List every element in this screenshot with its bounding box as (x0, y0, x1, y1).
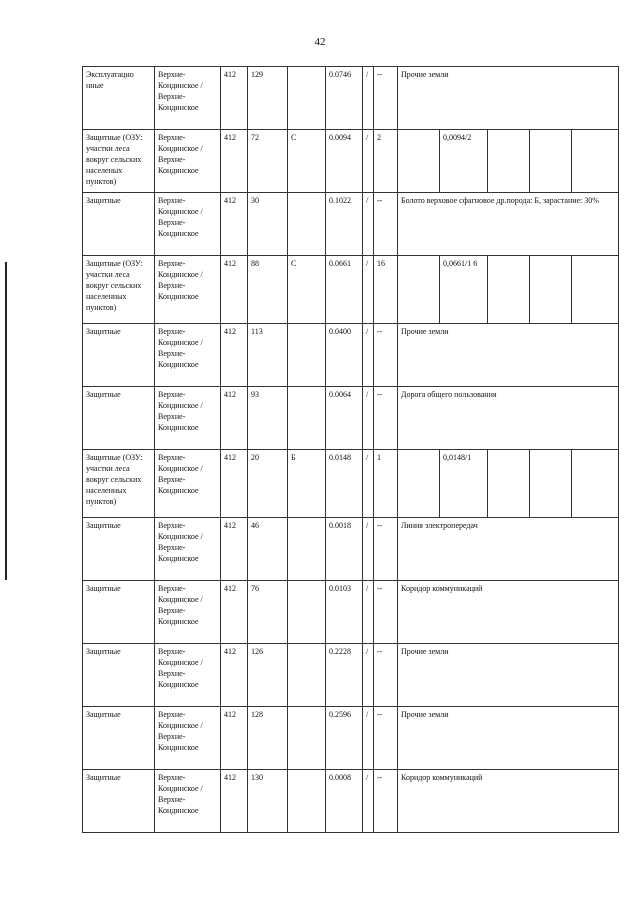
extra-cell (572, 130, 619, 193)
table-row (83, 450, 619, 518)
plot-cell: 72 (248, 130, 288, 193)
forestry-cell: Верхне-Кондинское / Верхне-Кондинское (155, 581, 221, 644)
protection-category-cell: Защитные (83, 707, 155, 770)
plot-cell: 130 (248, 770, 288, 833)
part-number-cell: 1 (374, 450, 398, 518)
separator-cell: / (363, 450, 374, 518)
area-cell: 0.0018 (326, 518, 363, 581)
quarter-cell: 412 (221, 770, 248, 833)
forestry-cell: Верхне-Кондинское / Верхне-Кондинское (155, 256, 221, 324)
protection-category-cell: Защитные (83, 324, 155, 387)
forestry-cell: Верхне-Кондинское / Верхне-Кондинское (155, 644, 221, 707)
area-part-cell: 0,0148/1 (440, 450, 488, 518)
protection-category-cell: Защитные (83, 770, 155, 833)
land-type-note-cell: Дорога общего пользования (398, 387, 619, 450)
table-row (83, 324, 619, 387)
land-type-note-cell: Коридор коммуникаций (398, 770, 619, 833)
extra-cell (530, 130, 572, 193)
subplot-cell (288, 707, 326, 770)
protection-category-cell: Защитные (83, 518, 155, 581)
separator-cell: / (363, 67, 374, 130)
extra-cell (488, 450, 530, 518)
part-number-cell: -- (374, 644, 398, 707)
separator-cell: / (363, 130, 374, 193)
table-row (83, 770, 619, 833)
forestry-cell: Верхне-Кондинское / Верхне-Кондинское (155, 450, 221, 518)
subplot-cell (288, 324, 326, 387)
plot-cell: 126 (248, 644, 288, 707)
separator-cell: / (363, 644, 374, 707)
area-cell: 0.0148 (326, 450, 363, 518)
forestry-cell: Верхне-Кондинское / Верхне-Кондинское (155, 67, 221, 130)
area-cell: 0.0094 (326, 130, 363, 193)
area-part-cell: 0,0094/2 (440, 130, 488, 193)
subplot-cell: С (288, 256, 326, 324)
area-cell: 0.1022 (326, 193, 363, 256)
land-type-note-cell: Линия электропередач (398, 518, 619, 581)
area-cell: 0.2228 (326, 644, 363, 707)
separator-cell: / (363, 707, 374, 770)
plot-cell: 129 (248, 67, 288, 130)
plot-cell: 113 (248, 324, 288, 387)
protection-category-cell: Защитные (83, 193, 155, 256)
protection-category-cell: Защитные (83, 387, 155, 450)
land-type-note-cell: Болото верховое сфагновое др.порода: Б, зарастание: 30% (398, 193, 619, 256)
forestry-cell: Верхне-Кондинское / Верхне-Кондинское (155, 130, 221, 193)
subplot-cell (288, 644, 326, 707)
extra-cell (398, 450, 440, 518)
land-type-note-cell: Прочие земли (398, 707, 619, 770)
subplot-cell (288, 581, 326, 644)
area-cell: 0.0661 (326, 256, 363, 324)
part-number-cell: -- (374, 387, 398, 450)
protection-category-cell: Защитные (83, 644, 155, 707)
table-row (83, 644, 619, 707)
plot-cell: 93 (248, 387, 288, 450)
part-number-cell: -- (374, 193, 398, 256)
separator-cell: / (363, 770, 374, 833)
extra-cell (398, 130, 440, 193)
area-cell: 0.0746 (326, 67, 363, 130)
part-number-cell: -- (374, 707, 398, 770)
extra-cell (530, 450, 572, 518)
quarter-cell: 412 (221, 67, 248, 130)
area-cell: 0.0008 (326, 770, 363, 833)
extra-cell (530, 256, 572, 324)
subplot-cell (288, 518, 326, 581)
area-cell: 0.0064 (326, 387, 363, 450)
quarter-cell: 412 (221, 644, 248, 707)
part-number-cell: -- (374, 67, 398, 130)
quarter-cell: 412 (221, 130, 248, 193)
protection-category-cell: Защитные (ОЗУ: участки леса вокруг сельских населеных пунктов) (83, 130, 155, 193)
subplot-cell: С (288, 130, 326, 193)
plot-cell: 128 (248, 707, 288, 770)
table-row (83, 581, 619, 644)
protection-category-cell: Защитные (ОЗУ: участки леса вокруг сельских населенных пунктов) (83, 256, 155, 324)
land-plots-table (82, 66, 619, 833)
subplot-cell (288, 387, 326, 450)
table-row (83, 193, 619, 256)
table-row (83, 256, 619, 324)
part-number-cell: 2 (374, 130, 398, 193)
separator-cell: / (363, 193, 374, 256)
protection-category-cell: Эксплуатацио нные (83, 67, 155, 130)
forestry-cell: Верхне-Кондинское / Верхне-Кондинское (155, 324, 221, 387)
extra-cell (488, 130, 530, 193)
separator-cell: / (363, 518, 374, 581)
part-number-cell: -- (374, 518, 398, 581)
extra-cell (488, 256, 530, 324)
forestry-cell: Верхне-Кондинское / Верхне-Кондинское (155, 518, 221, 581)
area-part-cell: 0,0661/1 6 (440, 256, 488, 324)
plot-cell: 46 (248, 518, 288, 581)
protection-category-cell: Защитные (ОЗУ: участки леса вокруг сельских населенных пунктов) (83, 450, 155, 518)
subplot-cell (288, 770, 326, 833)
part-number-cell: -- (374, 324, 398, 387)
table-row (83, 707, 619, 770)
subplot-cell (288, 193, 326, 256)
quarter-cell: 412 (221, 193, 248, 256)
quarter-cell: 412 (221, 256, 248, 324)
quarter-cell: 412 (221, 324, 248, 387)
forestry-cell: Верхне-Кондинское / Верхне-Кондинское (155, 387, 221, 450)
separator-cell: / (363, 256, 374, 324)
plot-cell: 20 (248, 450, 288, 518)
part-number-cell: -- (374, 770, 398, 833)
land-type-note-cell: Прочие земли (398, 67, 619, 130)
quarter-cell: 412 (221, 581, 248, 644)
table-row (83, 67, 619, 130)
extra-cell (398, 256, 440, 324)
part-number-cell: -- (374, 581, 398, 644)
separator-cell: / (363, 324, 374, 387)
plot-cell: 88 (248, 256, 288, 324)
part-number-cell: 16 (374, 256, 398, 324)
subplot-cell (288, 67, 326, 130)
quarter-cell: 412 (221, 450, 248, 518)
protection-category-cell: Защитные (83, 581, 155, 644)
forestry-cell: Верхне-Кондинское / Верхне-Кондинское (155, 193, 221, 256)
forestry-cell: Верхне-Кондинское / Верхне-Кондинское (155, 707, 221, 770)
quarter-cell: 412 (221, 518, 248, 581)
extra-cell (572, 450, 619, 518)
plot-cell: 30 (248, 193, 288, 256)
table-row (83, 387, 619, 450)
area-cell: 0.0103 (326, 581, 363, 644)
table-row (83, 518, 619, 581)
page-number: 42 (314, 36, 326, 48)
separator-cell: / (363, 387, 374, 450)
land-type-note-cell: Коридор коммуникаций (398, 581, 619, 644)
table-row (83, 130, 619, 193)
separator-cell: / (363, 581, 374, 644)
area-cell: 0.0400 (326, 324, 363, 387)
extra-cell (572, 256, 619, 324)
plot-cell: 76 (248, 581, 288, 644)
land-type-note-cell: Прочие земли (398, 324, 619, 387)
area-cell: 0.2596 (326, 707, 363, 770)
quarter-cell: 412 (221, 707, 248, 770)
margin-mark (5, 262, 7, 580)
quarter-cell: 412 (221, 387, 248, 450)
land-type-note-cell: Прочие земли (398, 644, 619, 707)
forestry-cell: Верхне-Кондинское / Верхне-Кондинское (155, 770, 221, 833)
subplot-cell: Б (288, 450, 326, 518)
